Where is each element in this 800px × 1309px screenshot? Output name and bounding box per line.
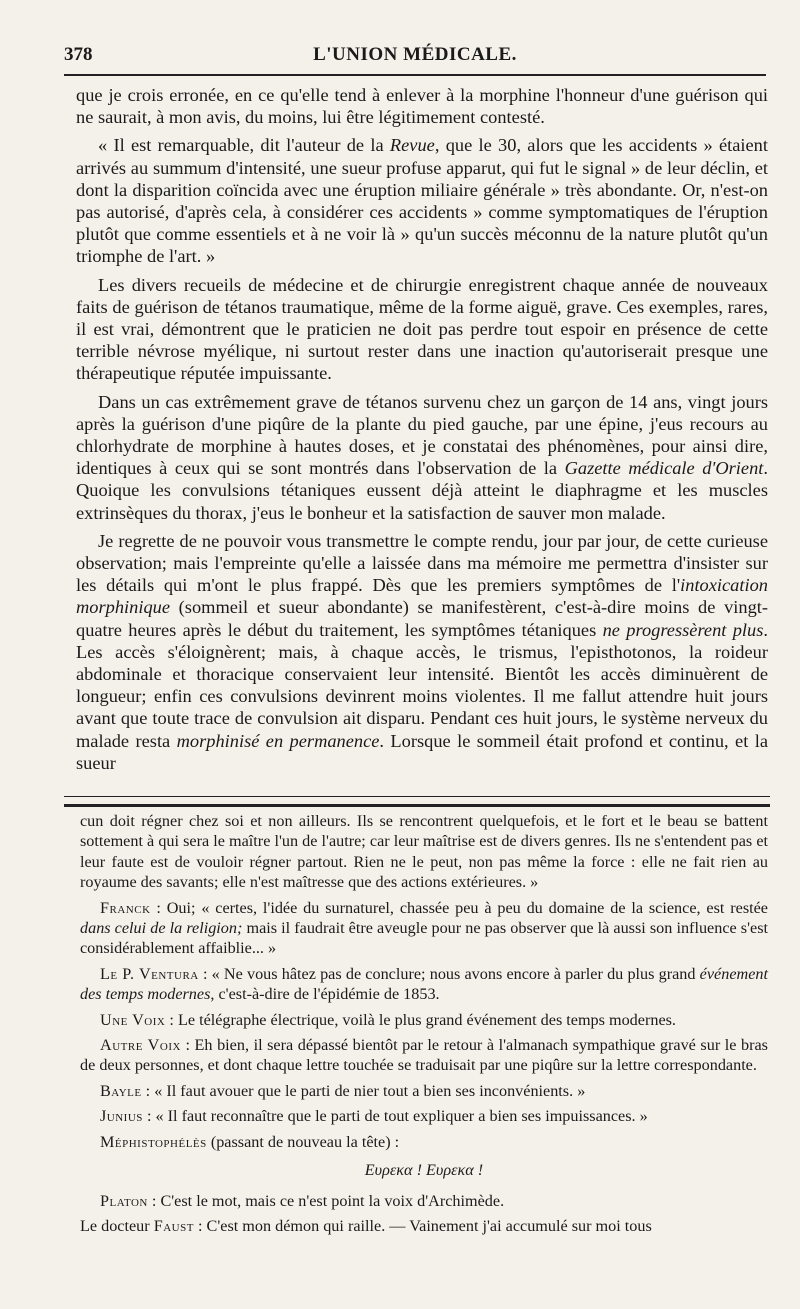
paragraph-text: Dans un cas extrêmement grave de tétanos survenu chez un garçon de 14 ans, vingt jours après la guérison d'une piqûre de la plante du pied gauche, par une épine, j'eus recours au chlorhydrate de morphine à hautes doses, et je constatai des phénomènes, pour ainsi dire, identiques à ceux qui se sont montrés dans l'observation de la xyxy=(76,391,768,479)
dialogue-line xyxy=(80,1191,768,1211)
dialogue-text: (passant de nouveau la tête) : xyxy=(206,1132,400,1151)
dialogue-text: : « Ne vous hâtez pas de conclure; nous avons encore à parler du plus grand xyxy=(198,964,700,983)
dialogue-line xyxy=(80,1035,768,1076)
paragraph xyxy=(76,391,768,524)
dialogue-line xyxy=(80,1106,768,1126)
paragraph-text: cun doit régner chez soi et non ailleurs. Ils se rencontrent quelquefois, et le fort et le beau se battent sottement à qui sera le maître l'un de l'autre; car leur maîtrise est de divers genres. Ils ne s'entendent pas et leur faute est de vouloir régner partout. Rien ne le peut, non pas même la force : elle ne fait rien au royaume des savants; elle n'est maîtresse que des actions extérieures. » xyxy=(80,812,768,892)
dialogue-text: : Le télégraphe électrique, voilà le plus grand événement des temps modernes. xyxy=(165,1010,676,1029)
quote-text: , que le 30, alors que les accidents » étaient arrivés au summum d'intensité, une sueur profuse apparut, qui fut le signal » de leur déclin, et dont la disparition coïncida avec une éruption miliaire générale » très abondante. Or, n'est-on pas autorisé, d'après cela, à considérer ces accidents » comme symptomatiques de l'éruption plutôt que comme essentiels et à ne voir là » qu'un succès méconnu de la nature plutôt qu'un triomphe de l'art. » xyxy=(76,135,768,267)
speaker-prefix: Le docteur xyxy=(80,1216,154,1235)
dialogue-text: : « Il faut avouer que le parti de nier tout a bien ses inconvénients. » xyxy=(141,1081,586,1100)
page-number: 378 xyxy=(64,44,93,65)
dialogue-line xyxy=(80,1216,768,1236)
dialogue-text: mais il faudrait être aveugle pour ne pas observer que là aussi son influence s'est considérablement affaiblie... » xyxy=(80,919,768,958)
section-divider xyxy=(64,796,770,807)
paragraph-text: . Lorsque le sommeil était profond et continu, et la sueur xyxy=(76,730,768,773)
speaker-name: Junius xyxy=(100,1107,143,1126)
dialogue-line xyxy=(80,1132,768,1152)
speaker-name: Autre Voix xyxy=(100,1036,181,1055)
dialogue-text: , c'est-à-dire de l'épidémie de 1853. xyxy=(210,985,440,1004)
paragraph-text: . Les accès s'éloignèrent; mais, à chaque accès, le trismus, l'episthotonos, la roideur abdominale et thoracique conservaient leur intensité. Bientôt les accès diminuèrent de longueur; enfin ces convulsions devinrent moins violentes. Il me fallut attendre huit jours avant que toute trace de convulsion ait disparu. Pendant ces huit jours, le système nerveux du malade resta xyxy=(76,619,768,751)
dialogue-line xyxy=(80,964,768,1005)
emphasis: ne progressèrent plus xyxy=(602,619,764,640)
running-title: L'UNION MÉDICALE. xyxy=(313,44,517,65)
paragraph xyxy=(76,530,768,774)
speaker-name: Platon xyxy=(100,1191,148,1210)
dialogue-line xyxy=(80,1081,768,1101)
main-article xyxy=(76,84,768,774)
emphasis: événement des temps modernes xyxy=(80,964,768,1004)
paragraph-text: Les divers recueils de médecine et de chirurgie enregistrent chaque année de nouveaux faits de guérison de tétanos traumatique, même de la forme aiguë, grave. Ces exemples, rares, il est vrai, démontrent que le praticien ne doit pas perdre tout espoir en présence de cette terrible névrose myélique, ni surtout rester dans une inaction qu'autoriserait presque une thérapeutique réputée impuissante. xyxy=(76,274,768,384)
dialogue-text: : « Il faut reconnaître que le parti de tout expliquer a bien ses impuissances. » xyxy=(142,1107,648,1126)
paragraph-text: que je crois erronée, en ce qu'elle tend à enlever à la morphine l'honneur d'une guérison qui ne saurait, à mon avis, du moins, lui être légitimement contesté. xyxy=(76,85,768,128)
dialogue-text: : Eh bien, il sera dépassé bientôt par le retour à l'almanach sympathique gravé sur le bras de deux personnes, et dont chaque lettre touchée se traduisait par une piqûre sur la lettre correspondante. xyxy=(80,1036,768,1075)
quote-emphasis: Revue xyxy=(389,135,435,156)
emphasis: dans celui de la religion; xyxy=(80,919,243,938)
block-quote xyxy=(76,134,768,267)
dialogue-line xyxy=(80,1010,768,1030)
feuilleton-section xyxy=(80,811,768,1241)
speaker-name: Faust xyxy=(153,1216,194,1235)
paragraph xyxy=(76,84,768,128)
greek-exclamation: Ευρεκα ! Ευρεκα ! xyxy=(364,1161,484,1180)
paragraph xyxy=(80,811,768,893)
speaker-name: Franck xyxy=(100,898,151,917)
dialogue-text: : Oui; « certes, l'idée du surnaturel, chassée peu à peu du domaine de la science, est restée xyxy=(150,898,768,917)
emphasis: morphinisé en permanence xyxy=(176,730,380,751)
journal-title: Gazette médicale d'Orient xyxy=(564,458,764,479)
paragraph-text: . Quoique les convulsions tétaniques eussent déjà atteint le diaphragme et les muscles extrinsèques du thorax, j'eus le bonheur et la satisfaction de sauver mon malade. xyxy=(76,458,768,523)
speaker-name: Une Voix xyxy=(100,1010,166,1029)
speaker-name: Bayle xyxy=(100,1081,142,1100)
paragraph-text: Je regrette de ne pouvoir vous transmettre le compte rendu, jour par jour, de cette curieuse observation; mais l'empreinte qu'elle a laissée dans ma mémoire me permettra d'insister sur les détails qui m'ont le plus frappé. Dès que les premiers symptômes de l' xyxy=(76,530,768,596)
paragraph-text: (sommeil et sueur abondante) se manifestèrent, c'est-à-dire moins de vingt-quatre heures après le début du traitement, les symptômes tétaniques xyxy=(76,597,768,640)
emphasis: intoxication morphinique xyxy=(76,575,768,618)
dialogue-text: : C'est le mot, mais ce n'est point la voix d'Archimède. xyxy=(147,1191,505,1210)
paragraph xyxy=(76,274,768,385)
dialogue-line xyxy=(80,898,768,959)
quote-text: « Il est remarquable, dit l'auteur de la xyxy=(98,135,390,156)
speaker-name: Méphistophélès xyxy=(100,1132,207,1151)
speaker-name: Le P. Ventura xyxy=(100,964,199,983)
dialogue-text: : C'est mon démon qui raille. — Vainement j'ai accumulé sur moi tous xyxy=(193,1216,652,1235)
page-header xyxy=(64,40,766,76)
